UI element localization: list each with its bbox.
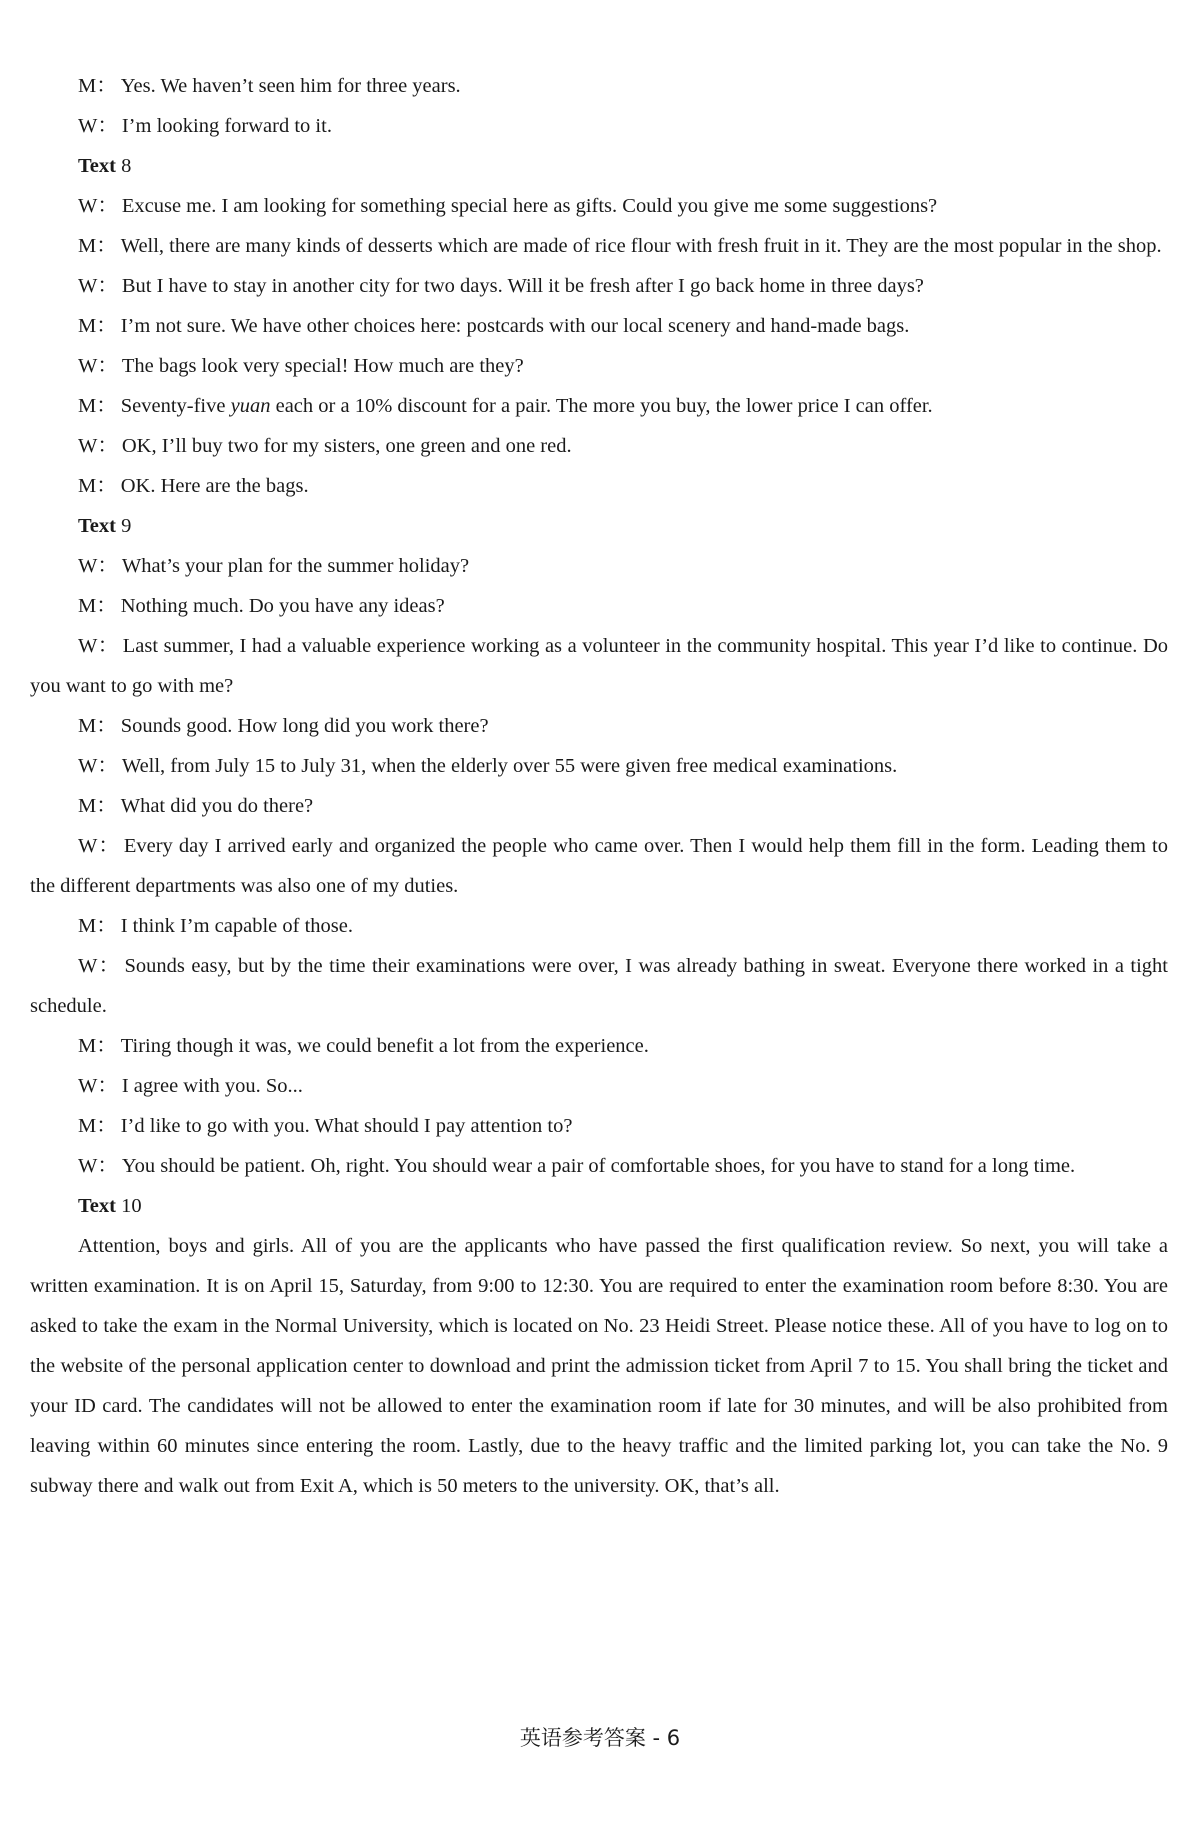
line-text: OK, I’ll buy two for my sisters, one green and one red. [121, 435, 572, 457]
dialogue-line [30, 386, 1168, 426]
line-text: I’m not sure. We have other choices here: postcards with our local scenery and hand-made bags. [120, 315, 910, 337]
italic-word: yuan [230, 395, 271, 417]
speaker-label: M： [78, 715, 117, 737]
page-footer: 英语参考答案 - 6 [519, 1726, 681, 1750]
line-text: Tiring though it was, we could benefit a lot from the experience. [120, 1035, 649, 1057]
heading-number: 9 [121, 515, 132, 537]
announcement-paragraph: Attention, boys and girls. All of you are the applicants who have passed the first qualification review. So next, you will take a written examination. It is on April 15, Saturday, from 9:00 to 12:30. You are required to enter the examination room before 8:30. You are asked to take the exam in the Normal University, which is located on No. 23 Heidi Street. Please notice these. All of you have to log on to the website of the personal application center to download and print the admission ticket from April 7 to 15. You shall bring the ticket and your ID card. The candidates will not be allowed to enter the examination room if late for 30 minutes, and will be also prohibited from leaving within 60 minutes since entering the room. Lastly, due to the heavy traffic and the limited parking lot, you can take the No. 9 subway there and walk out from Exit A, which is 50 meters to the university. OK, that’s all. [30, 1235, 1168, 1497]
speaker-label: M： [78, 1115, 117, 1137]
speaker-label: M： [78, 315, 117, 337]
heading-label: Text [78, 515, 116, 537]
speaker-label: W： [78, 635, 119, 657]
speaker-label: M： [78, 475, 117, 497]
speaker-label: M： [78, 75, 117, 97]
line-text-before: Seventy-five [120, 395, 231, 417]
speaker-label: W： [78, 355, 118, 377]
line-text: I’d like to go with you. What should I pay attention to? [120, 1115, 573, 1137]
section-heading [30, 1186, 1168, 1226]
heading-number: 10 [121, 1195, 142, 1217]
dialogue-line [30, 826, 1168, 906]
speaker-label: W： [78, 955, 121, 977]
line-text: Well, there are many kinds of desserts which are made of rice flour with fresh fruit in it. They are the most popular in the shop. [120, 235, 1162, 257]
speaker-label: W： [78, 275, 118, 297]
section-heading [30, 146, 1168, 186]
dialogue-line [30, 426, 1168, 466]
dialogue-line [30, 1066, 1168, 1106]
speaker-label: M： [78, 1035, 117, 1057]
line-text: But I have to stay in another city for two days. Will it be fresh after I go back home in three days? [121, 275, 924, 297]
section-heading [30, 506, 1168, 546]
speaker-label: W： [78, 115, 118, 137]
line-text: Excuse me. I am looking for something special here as gifts. Could you give me some suggestions? [121, 195, 938, 217]
dialogue-line [30, 786, 1168, 826]
line-text: I agree with you. So... [121, 1075, 303, 1097]
line-text: OK. Here are the bags. [120, 475, 309, 497]
speaker-label: M： [78, 795, 117, 817]
line-text: I’m looking forward to it. [121, 115, 332, 137]
heading-number: 8 [121, 155, 132, 177]
document-body [30, 66, 1168, 1506]
line-text: I think I’m capable of those. [120, 915, 353, 937]
dialogue-line [30, 746, 1168, 786]
line-text: You should be patient. Oh, right. You should wear a pair of comfortable shoes, for you have to stand for a long time. [121, 1155, 1076, 1177]
speaker-label: W： [78, 755, 118, 777]
dialogue-line [30, 66, 1168, 106]
heading-label: Text [78, 155, 116, 177]
speaker-label: M： [78, 395, 117, 417]
speaker-label: W： [78, 435, 118, 457]
dialogue-line [30, 1026, 1168, 1066]
speaker-label: W： [78, 195, 118, 217]
dialogue-line [30, 1106, 1168, 1146]
dialogue-line [30, 466, 1168, 506]
dialogue-line [30, 946, 1168, 1026]
line-text-after: each or a 10% discount for a pair. The more you buy, the lower price I can offer. [270, 395, 933, 417]
line-text: Last summer, I had a valuable experience working as a volunteer in the community hospital. This year I’d like to continue. Do you want to go with me? [30, 635, 1168, 697]
dialogue-line [30, 266, 1168, 306]
speaker-label: W： [78, 1155, 118, 1177]
line-text: Every day I arrived early and organized the people who came over. Then I would help them fill in the form. Leading them to the different departments was also one of my duties. [30, 835, 1168, 897]
speaker-label: M： [78, 235, 117, 257]
line-text: Yes. We haven’t seen him for three years. [120, 75, 461, 97]
heading-label: Text [78, 1195, 116, 1217]
line-text: Nothing much. Do you have any ideas? [120, 595, 445, 617]
line-text: Well, from July 15 to July 31, when the elderly over 55 were given free medical examinations. [121, 755, 898, 777]
speaker-label: W： [78, 1075, 118, 1097]
speaker-label: M： [78, 595, 117, 617]
dialogue-line [30, 346, 1168, 386]
dialogue-line [30, 706, 1168, 746]
dialogue-line [30, 226, 1168, 266]
dialogue-line [30, 106, 1168, 146]
line-text: What’s your plan for the summer holiday? [121, 555, 470, 577]
dialogue-line [30, 586, 1168, 626]
speaker-label: W： [78, 835, 120, 857]
dialogue-line [30, 306, 1168, 346]
speaker-label: W： [78, 555, 118, 577]
dialogue-line [30, 546, 1168, 586]
dialogue-line [30, 186, 1168, 226]
line-text: The bags look very special! How much are they? [121, 355, 524, 377]
dialogue-line [30, 906, 1168, 946]
dialogue-line [30, 626, 1168, 706]
line-text: Sounds good. How long did you work there? [120, 715, 489, 737]
line-text: Sounds easy, but by the time their examinations were over, I was already bathing in sweat. Everyone there worked in a tight schedule. [30, 955, 1168, 1017]
speaker-label: M： [78, 915, 117, 937]
line-text: What did you do there? [120, 795, 314, 817]
dialogue-line [30, 1146, 1168, 1186]
